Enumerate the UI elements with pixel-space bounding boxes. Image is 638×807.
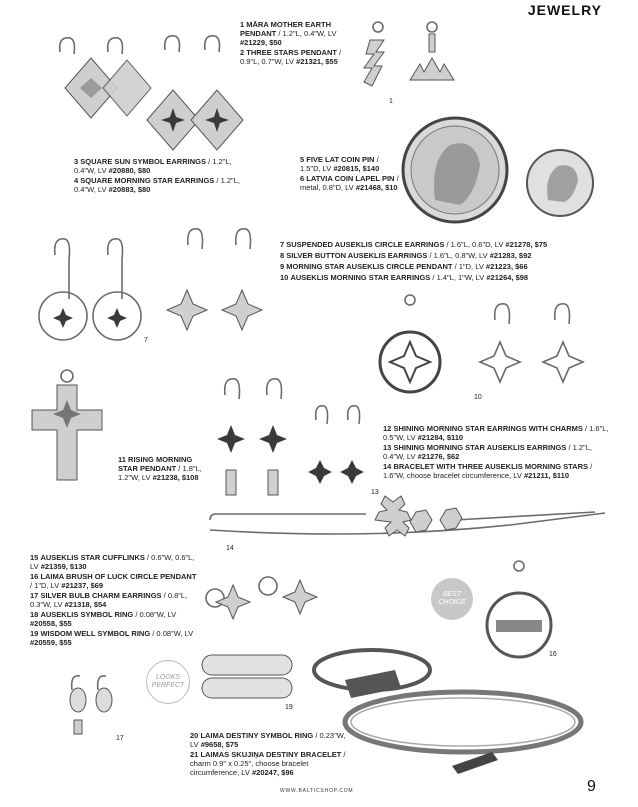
caption-7: 7 SUSPENDED AUSEKLIS CIRCLE EARRINGS / 1.6"L, 0.6"D, LV #21278, $75 [280,240,548,249]
image-label-17: 17 [116,735,124,742]
caption-13: 13 SHINING MORNING STAR AUSEKLIS EARRINGS / 1.2"L, 0.4"W, LV #21276, $62 [383,443,592,461]
square-sun-earrings-image [60,38,151,118]
silver-bulb-earrings-image [70,676,112,734]
caption-12: 12 SHINING MORNING STAR EARRINGS WITH CHARMS / 1.6"L, 0.5"W, LV #21284, $110 [383,424,609,442]
image-label-16: 16 [549,651,557,658]
caption-10: 10 AUSEKLIS MORNING STAR EARRINGS / 1.4"L, 1"W, LV #21264, $98 [280,273,529,282]
symbol-rings-image [202,655,292,698]
caption-19: 19 WISDOM WELL SYMBOL RING / 0.08"W, LV #20559, $55 [30,629,194,647]
section-title: JEWELRY [527,2,602,18]
morning-star-circle-pendant-image [380,295,440,392]
caption-9: 9 MORNING STAR AUSEKLIS CIRCLE PENDANT / 1"D, LV #21223, $66 [280,262,528,271]
laima-circle-pendant-image [487,561,551,657]
shining-morning-star-auseklis-earrings-image [308,406,364,484]
caption-20: 20 LAIMA DESTINY SYMBOL RING / 0.23"W, LV #9658, $75 [190,731,346,749]
looks-perfect-badge: LOOKS PERFECT [146,660,190,704]
caption-2: 2 THREE STARS PENDANT / 0.9"L, 0.7"W, LV #21321, $55 [240,48,342,66]
image-label-19: 19 [285,704,293,711]
caption-15: 15 AUSEKLIS STAR CUFFLINKS / 0.6"W, 0.6"L, LV #21359, $130 [30,553,195,571]
caption-4: 4 SQUARE MORNING STAR EARRINGS / 1.2"L, 0.4"W, LV #20883, $80 [74,176,240,194]
best-choice-badge: BEST CHOICE [431,578,473,620]
auseklis-star-earrings-image [480,304,583,382]
five-lat-coin-image [403,118,507,222]
three-stars-pendant-image [410,22,454,80]
image-label-7: 7 [144,337,148,344]
caption-17: 17 SILVER BULB CHARM EARRINGS / 0.8"L, 0.3"W, LV #21318, $54 [30,591,188,609]
caption-5: 5 FIVE LAT COIN PIN / 1.5"D, LV #20815, $140 [300,155,380,173]
caption-8: 8 SILVER BUTTON AUSEKLIS EARRINGS / 1.6"L, 0.8"W, LV #21283, $92 [280,251,532,260]
caption-6: 6 LATVIA COIN LAPEL PIN / metal, 0.8"D, LV #21468, $10 [300,174,399,192]
caption-3: 3 SQUARE SUN SYMBOL EARRINGS / 1.2"L, 0.4"W, LV #20880, $80 [74,157,232,175]
caption-1: 1 MĀRA MOTHER EARTH PENDANT / 1.2"L, 0.4"W, LV #21229, $50 [240,20,337,47]
silver-button-earrings-image [167,229,262,330]
rising-morning-star-pendant-image [32,370,102,480]
shining-morning-star-charm-earrings-image [217,379,287,495]
mara-pendant-image [364,22,384,86]
image-label-1: 1 [389,98,393,105]
page-number: 9 [587,778,596,795]
three-stars-bracelet-image [210,496,605,536]
latvia-coin-pin-image [527,150,593,216]
caption-16: 16 LAIMA BRUSH OF LUCK CIRCLE PENDANT / 1"D, LV #21237, $69 [30,572,197,590]
square-morning-star-earrings-image [147,36,243,150]
image-label-13: 13 [371,489,379,496]
caption-18: 18 AUSEKLIS SYMBOL RING / 0.08"W, LV #20558, $55 [30,610,177,628]
caption-11: 11 RISING MORNING STAR PENDANT / 1.8"L, 1.2"W, LV #21238, $108 [118,455,202,482]
suspended-auseklis-circle-earrings-image [39,239,141,340]
laimas-skujina-bracelet-image [345,692,581,774]
laima-destiny-ring-image [314,650,430,698]
website-url: WWW.BALTICSHOP.COM [280,788,354,794]
auseklis-cufflinks-image [206,577,317,619]
image-label-10: 10 [474,394,482,401]
caption-21: 21 LAIMAS SKUJIŅA DESTINY BRACELET / charm 0.9" x 0.25", choose bracelet circumference, LV #20247, $96 [190,750,346,777]
image-label-14: 14 [226,545,234,552]
caption-14: 14 BRACELET WITH THREE AUSEKLIS MORNING STARS / 1.6"W, choose bracelet circumference, LV #21211, $110 [383,462,593,480]
